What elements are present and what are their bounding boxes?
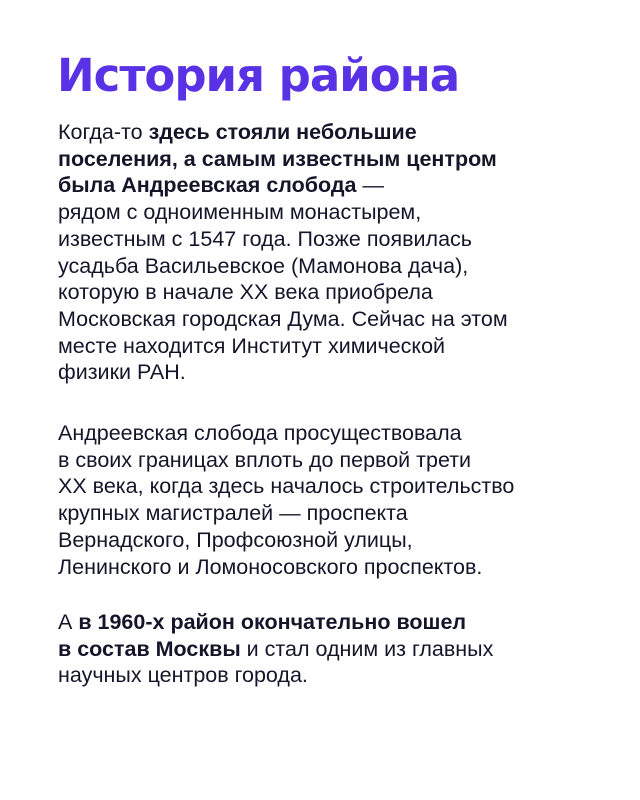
text-line (58, 527, 514, 554)
body-text: Андреевская слобода просуществовала (58, 421, 462, 445)
body-text: научных центров города. (58, 663, 308, 688)
text-line (58, 359, 508, 386)
emphasized-text: в 1960-х район окончательно вошел (78, 610, 467, 634)
page-title: История района (57, 49, 460, 102)
emphasized-text: была Андреевская слобода (58, 173, 357, 198)
text-line (58, 199, 508, 226)
body-text: — (356, 173, 384, 198)
paragraph-sloboda-boundaries (58, 420, 514, 580)
text-line (58, 172, 508, 199)
text-line (58, 609, 493, 636)
paragraph-moscow-annexation (58, 609, 493, 689)
text-line (58, 226, 508, 253)
body-text: Вернадского, Профсоюзной улицы, (58, 527, 413, 552)
body-text: рядом с одноименным монастырем, (58, 200, 422, 225)
text-line (58, 279, 508, 306)
text-line (58, 554, 514, 581)
body-text: которую в начале XX века приобрела (58, 280, 433, 305)
text-line (58, 662, 493, 689)
body-text: и стал одним из главных (240, 636, 494, 661)
paragraph-history-origins (58, 119, 508, 386)
body-text: Ленинского и Ломоносовского проспектов. (58, 554, 483, 579)
text-line (58, 636, 493, 663)
body-text: месте находится Институт химической (58, 333, 446, 358)
text-line (58, 306, 508, 333)
emphasized-text: в состав Москвы (58, 636, 241, 661)
text-line (58, 333, 508, 360)
text-line (58, 119, 508, 146)
body-text: крупных магистралей — проспекта (58, 501, 408, 526)
text-line (58, 420, 514, 447)
text-line (58, 473, 514, 500)
text-line (58, 500, 514, 527)
emphasized-text: здесь стояли небольшие (148, 120, 417, 144)
text-line (58, 253, 508, 280)
emphasized-text: поселения, а самым известным центром (58, 146, 497, 171)
body-text: Когда-то (58, 120, 149, 144)
text-line (58, 447, 514, 474)
body-text: известным с 1547 года. Позже появилась (58, 226, 472, 251)
text-line (58, 146, 508, 173)
body-text: в своих границах вплоть до первой трети (58, 447, 472, 472)
body-text: усадьба Васильевское (Мамонова дача), (58, 253, 469, 278)
body-text: физики РАН. (58, 360, 186, 385)
body-text: XX века, когда здесь началось строительство (58, 474, 515, 499)
body-text: А (58, 610, 79, 634)
body-text: Московская городская Дума. Сейчас на этом (58, 306, 508, 331)
